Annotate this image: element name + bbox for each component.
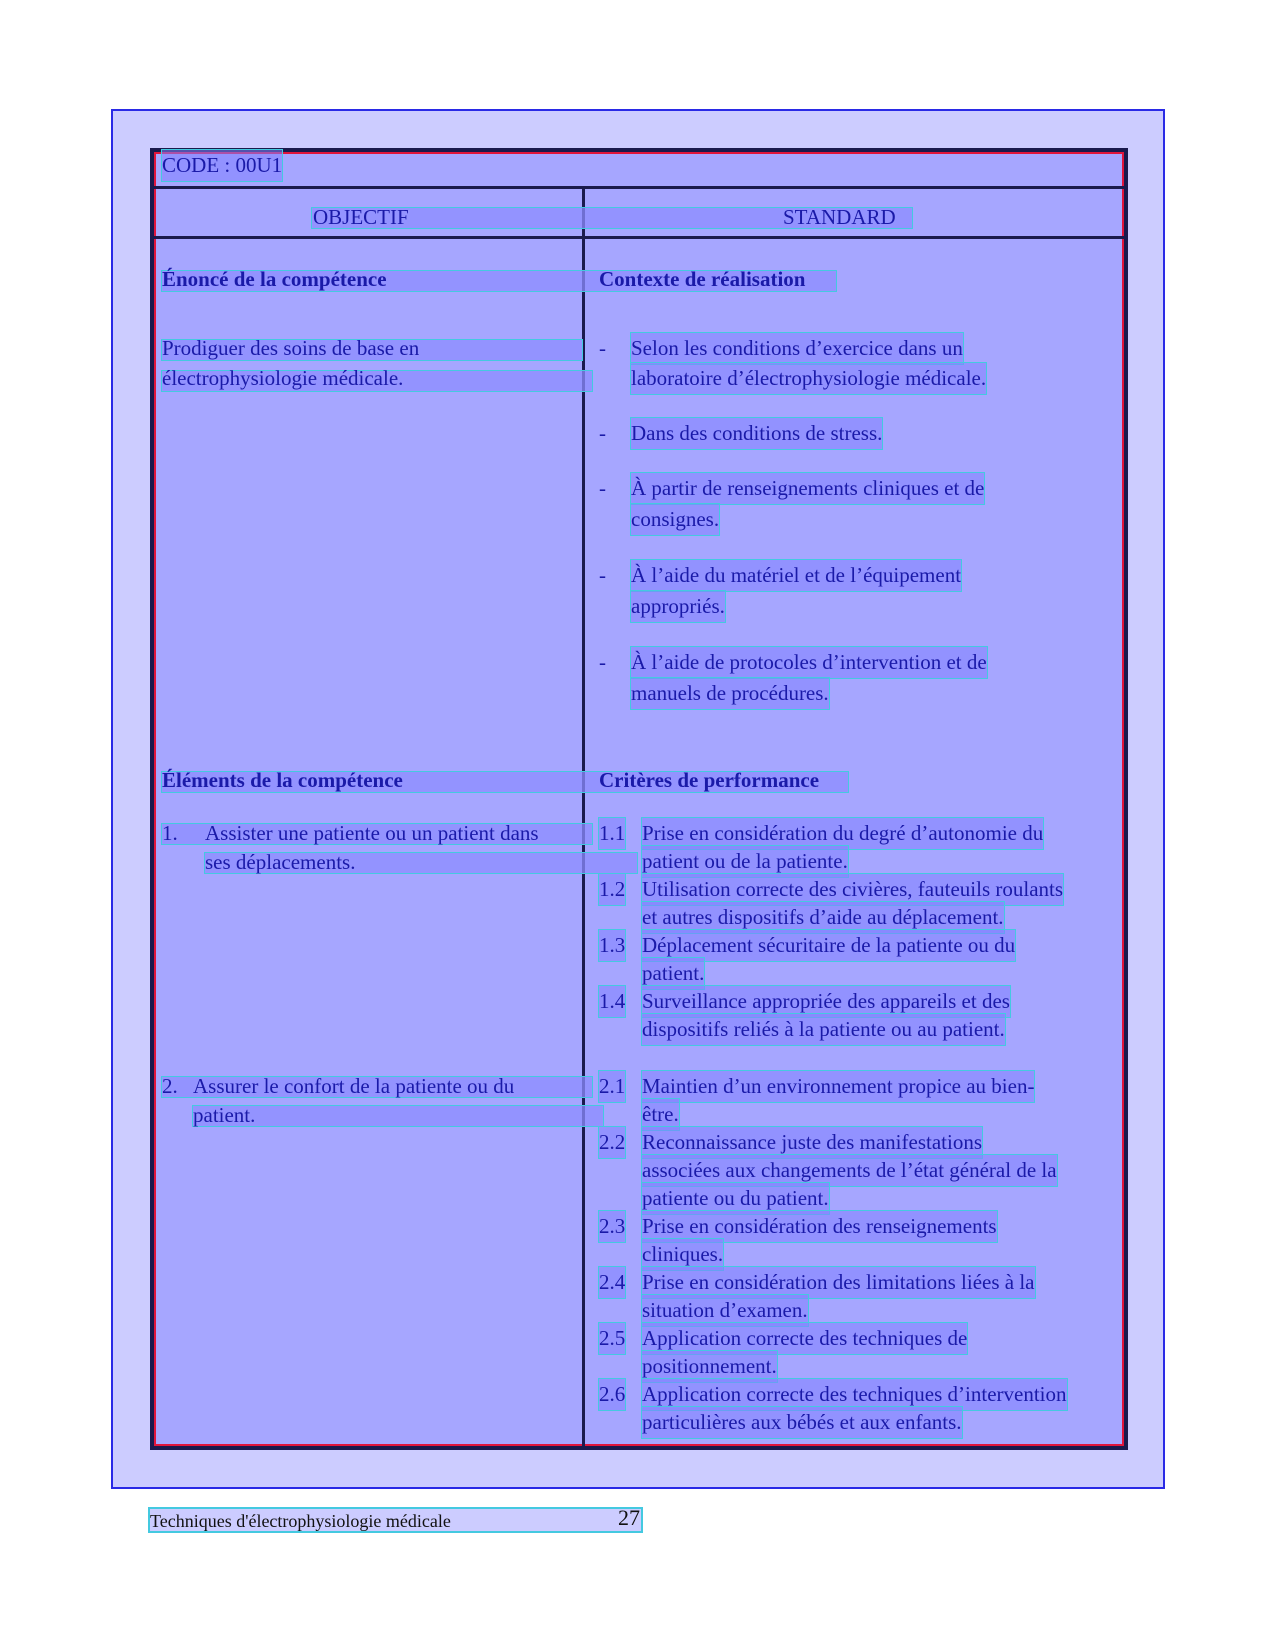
critere-line: patiente ou du patient. [642,1183,829,1214]
critere-line: positionnement. [642,1351,777,1382]
critere-line: Application correcte des techniques de [642,1323,967,1354]
contexte-bullet: - [599,336,606,360]
footer-title: Techniques d'électrophysiologie médicale [150,1511,451,1531]
element-number: 2. [162,1074,178,1098]
contexte-line: appropriés. [631,591,725,622]
critere-line: situation d’examen. [642,1295,808,1326]
critere-line: être. [642,1099,679,1130]
critere-line: Prise en considération des limitations liées à la [642,1267,1035,1298]
header-rule-1 [154,186,1124,189]
critere-line: Reconnaissance juste des manifestations [642,1127,982,1158]
critere-number: 2.3 [599,1211,625,1242]
element-line: Assister une patiente ou un patient dans [205,821,539,845]
critere-number: 1.1 [599,818,625,849]
critere-line: Maintien d’un environnement propice au bien- [642,1071,1034,1102]
critere-number: 1.2 [599,874,625,905]
contexte-line: À l’aide du matériel et de l’équipement [631,560,961,591]
contexte-bullet: - [599,421,606,445]
contexte-line: manuels de procédures. [631,678,829,709]
enonce-heading: Énoncé de la compétence [162,267,387,291]
contexte-line: Dans des conditions de stress. [631,418,882,449]
standard-header: STANDARD [783,205,896,229]
critere-number: 1.3 [599,930,625,961]
element-line: ses déplacements. [205,850,356,874]
critere-line: patient. [642,958,704,989]
element-line: Assurer le confort de la patiente ou du [193,1074,515,1098]
contexte-line: À partir de renseignements cliniques et de [631,473,984,504]
criteres-heading: Critères de performance [599,768,820,792]
code-label: CODE : 00U1 [162,150,282,181]
enonce-line: Prodiguer des soins de base en [162,336,420,360]
critere-line: Application correcte des techniques d’intervention [642,1379,1067,1410]
contexte-bullet: - [599,563,606,587]
critere-line: Déplacement sécuritaire de la patiente ou du [642,930,1015,961]
critere-number: 2.2 [599,1127,625,1158]
header-rule-2 [154,236,1124,239]
critere-line: particulières aux bébés et aux enfants. [642,1407,962,1438]
critere-number: 2.5 [599,1323,625,1354]
contexte-line: Selon les conditions d’exercice dans un [631,333,963,364]
critere-number: 1.4 [599,986,625,1017]
contexte-bullet: - [599,650,606,674]
critere-number: 2.6 [599,1379,625,1410]
critere-line: Prise en considération des renseignements [642,1211,997,1242]
contexte-bullet: - [599,476,606,500]
critere-line: Prise en considération du degré d’autonomie du [642,818,1043,849]
contexte-line: À l’aide de protocoles d’intervention et de [631,647,987,678]
critere-number: 2.1 [599,1071,625,1102]
critere-line: et autres dispositifs d’aide au déplacement. [642,902,1004,933]
element-line: patient. [193,1103,256,1127]
critere-line: patient ou de la patiente. [642,846,848,877]
contexte-line: laboratoire d’électrophysiologie médicale. [631,363,986,394]
contexte-heading: Contexte de réalisation [599,267,806,291]
critere-line: dispositifs reliés à la patiente ou au patient. [642,1014,1005,1045]
contexte-line: consignes. [631,504,719,535]
critere-line: Surveillance appropriée des appareils et des [642,986,1010,1017]
element-number: 1. [162,821,178,845]
critere-line: Utilisation correcte des civières, fauteuils roulants [642,874,1063,905]
page-number: 27 [618,1505,640,1530]
enonce-line: électrophysiologie médicale. [162,366,404,390]
critere-line: cliniques. [642,1239,723,1270]
critere-line: associées aux changements de l’état général de la [642,1155,1057,1186]
objectif-header: OBJECTIF [313,205,409,229]
critere-number: 2.4 [599,1267,625,1298]
elements-heading: Éléments de la compétence [162,768,403,792]
